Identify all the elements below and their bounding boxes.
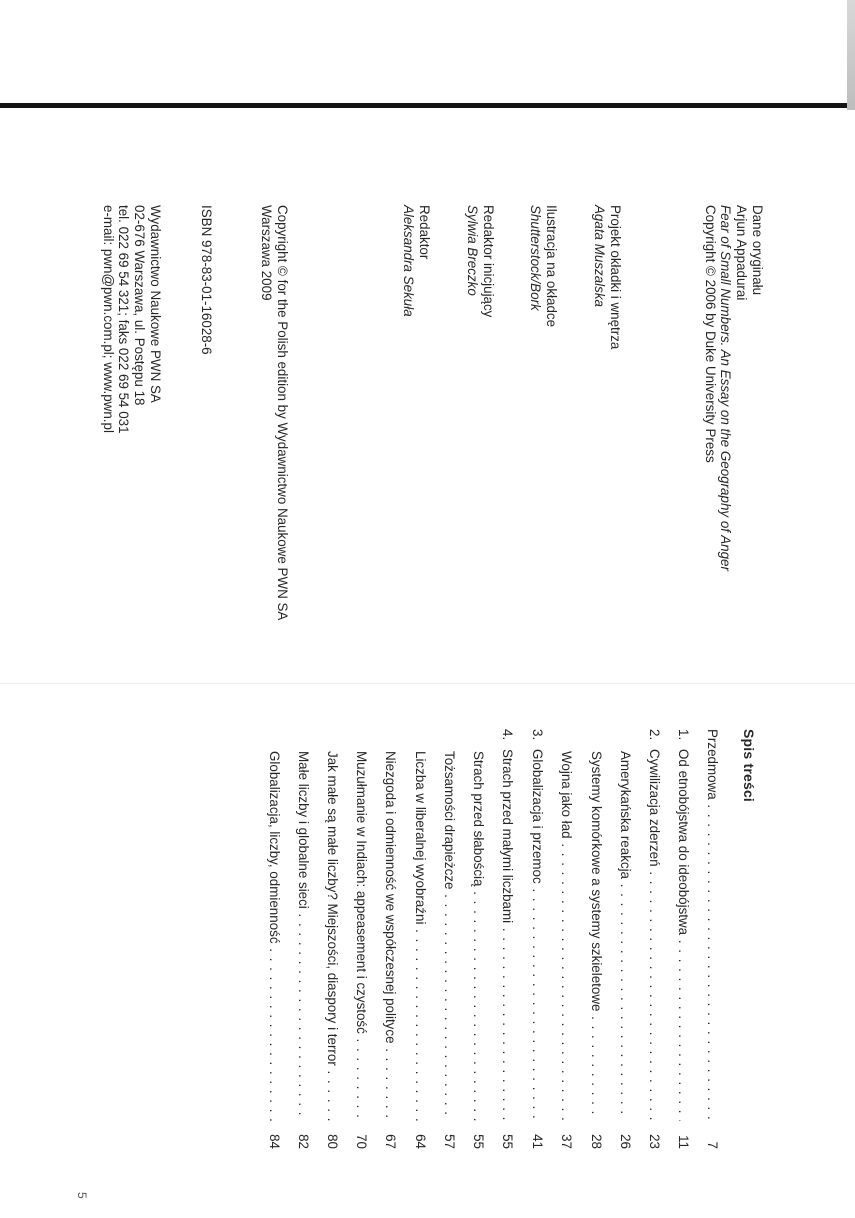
- publisher-contact: e-mail: pwn@pwn.com.pl; www.pwn.pl: [100, 205, 116, 433]
- toc-entry-title: Małe liczby i globalne sieci . . .: [294, 751, 312, 1121]
- toc-entry: [587, 729, 605, 1149]
- editor-name: Aleksandra Sekuła: [401, 205, 417, 317]
- publisher-phone: tel. 022 69 54 321; faks 022 69 54 031: [116, 205, 132, 434]
- toc-entry-title: Cywilizacja zderzeń . . .: [645, 749, 663, 1121]
- publisher-block: [100, 205, 163, 434]
- cover-design-name: Agata Muszalska: [592, 205, 608, 307]
- toc-entry-page: 28: [589, 1134, 604, 1149]
- page-fold: [0, 683, 855, 684]
- toc-entry-title: Globalizacja, liczby, odmienność . . .: [265, 751, 283, 1121]
- toc-entry-number: 4.: [500, 729, 515, 741]
- toc-entry-number: 1.: [676, 729, 691, 741]
- initiating-editor-label: Redaktor inicjujący: [481, 205, 496, 318]
- toc-entry: [674, 729, 692, 1149]
- toc-entry-title: Amerykańska reakcja . . .: [616, 751, 634, 1121]
- original-heading: Dane oryginału: [750, 205, 765, 296]
- editor-block: [400, 205, 432, 317]
- toc-title: Spis treści: [741, 729, 757, 803]
- toc-entry-title: Niezgoda i odmienność we współczesnej polityce . . .: [381, 751, 399, 1121]
- editor-label: Redaktor: [417, 205, 432, 260]
- toc-entry-title: Strach przed małymi liczbami . . .: [498, 749, 516, 1121]
- publisher-name: Wydawnictwo Naukowe PWN SA: [148, 205, 163, 403]
- original-author: Arjun Appadurai: [734, 205, 750, 301]
- toc-entry: [703, 729, 721, 1149]
- toc-entry-page: 11: [676, 1135, 691, 1149]
- initiating-editor-block: [464, 205, 496, 317]
- edition-place-year: Warszawa 2009: [259, 205, 275, 301]
- initiating-editor-name: Sylwia Breczko: [465, 205, 481, 296]
- toc-entry-page: 70: [354, 1134, 369, 1149]
- edition-copyright: Copyright © for the Polish edition by Wydawnictwo Naukowe PWN SA: [275, 205, 290, 621]
- toc-entry-number: 2.: [647, 729, 662, 741]
- toc-entry-title: Tożsamości drapieżcze . . .: [440, 751, 458, 1121]
- toc-entry-page: 67: [383, 1134, 398, 1149]
- original-copyright: Copyright © 2006 by Duke University Press: [702, 205, 718, 463]
- original-title: Fear of Small Numbers. An Essay on the Geography of Anger: [718, 205, 734, 571]
- toc-entry-number: 3.: [530, 729, 545, 741]
- isbn-block: [198, 205, 214, 355]
- toc-entry: [498, 729, 516, 1149]
- toc-entry-title: Przedmowa . . .: [703, 729, 721, 1121]
- toc-entry-page: 55: [500, 1134, 515, 1149]
- toc-entry-page: 23: [647, 1134, 662, 1149]
- toc-entry-page: 82: [296, 1134, 311, 1149]
- scan-edge: [847, 0, 855, 110]
- toc-entry-page: 55: [471, 1134, 486, 1149]
- toc-entry-title: Jak małe są małe liczby? Miejszości, diaspory i terror . . .: [323, 751, 341, 1121]
- toc-entry: [440, 729, 458, 1149]
- toc-entry-page: 64: [413, 1134, 428, 1149]
- cover-illustration-block: [527, 205, 559, 327]
- toc-entry-title: Muzułmanie w Indiach: appeasement i czystość . . .: [352, 751, 370, 1121]
- toc-entry-page: 37: [559, 1134, 574, 1149]
- toc-entry: [352, 729, 370, 1149]
- toc-entry: [323, 729, 341, 1149]
- cover-design-label: Projekt okładki i wnętrza: [608, 205, 623, 350]
- toc-entry: [381, 729, 399, 1149]
- toc-entry: [616, 729, 634, 1149]
- cover-design-block: [591, 205, 623, 349]
- toc-entry-page: 41: [530, 1134, 545, 1149]
- toc-entry: [265, 729, 283, 1149]
- page-number: 5: [75, 1192, 89, 1199]
- toc-entry-title: Wojna jako ład . . .: [557, 751, 575, 1121]
- toc-entry-page: 26: [618, 1134, 633, 1149]
- toc-entry-title: Systemy komórkowe a systemy szkieletowe . . .: [587, 751, 605, 1121]
- toc-entry: [294, 729, 312, 1149]
- toc-entry: [469, 729, 487, 1149]
- toc-entry-title: Globalizacja i przemoc . . .: [528, 749, 546, 1121]
- original-edition-block: [702, 205, 765, 571]
- publisher-address: 02-676 Warszawa, ul. Postępu 18: [132, 205, 148, 406]
- toc-entry-page: 57: [442, 1134, 457, 1149]
- isbn: ISBN 978-83-01-16028-6: [199, 205, 214, 355]
- toc-entry: [528, 729, 546, 1149]
- toc-entry-page: 7: [705, 1141, 720, 1149]
- cover-illustration-name: Shutterstock/Bork: [528, 205, 544, 311]
- toc-entry: [645, 729, 663, 1149]
- toc-entry: [557, 729, 575, 1149]
- toc-entry-title: Liczba w liberalnej wyobraźni . . .: [411, 751, 429, 1121]
- toc-entry-title: Strach przed słabością . . .: [469, 751, 487, 1121]
- toc-entry-page: 84: [267, 1134, 282, 1149]
- edition-copyright-block: [258, 205, 290, 620]
- cover-illustration-label: Ilustracja na okładce: [544, 205, 559, 328]
- toc-entry-title: Od etnobójstwa do ideobójstwa . . .: [674, 749, 692, 1121]
- toc-entry: [411, 729, 429, 1149]
- scan-shadow-bar: [0, 103, 855, 108]
- toc-entry-page: 80: [325, 1134, 340, 1149]
